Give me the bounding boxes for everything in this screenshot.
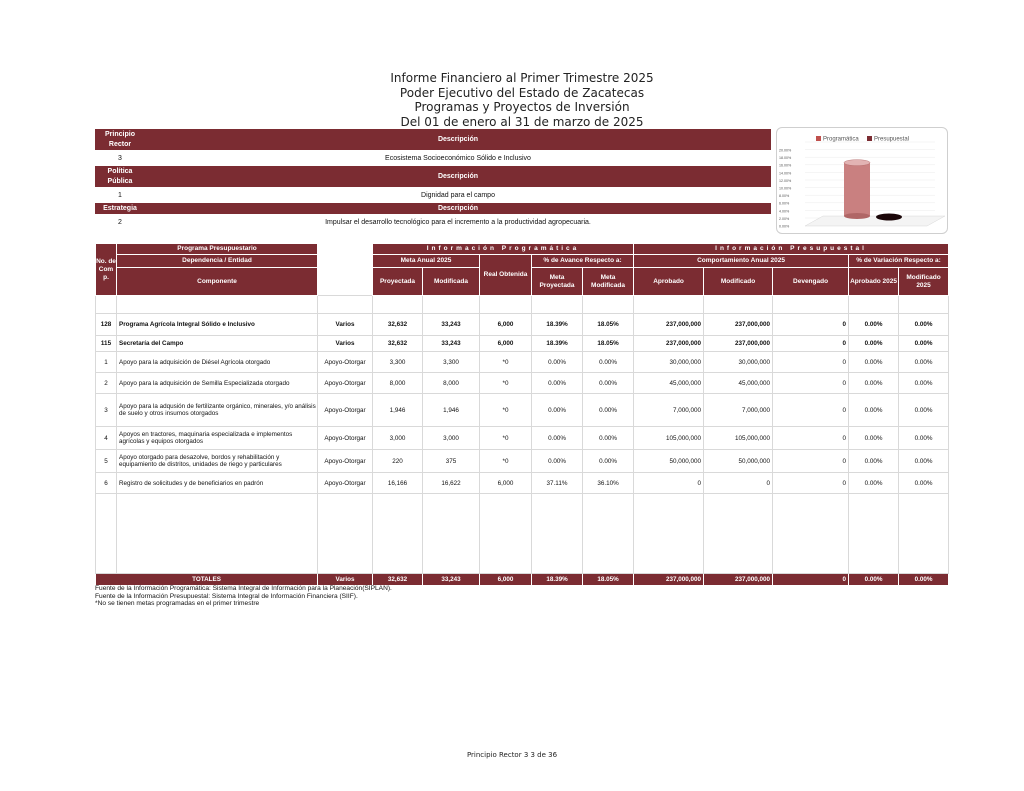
row-meta-mod: 18.05% [583, 336, 634, 352]
row-real: *0 [480, 450, 532, 473]
estrategia-label: Estrategia [95, 203, 145, 214]
row-meta-proy: 0.00% [532, 450, 583, 473]
row-no: 4 [96, 427, 117, 450]
table-row [96, 373, 949, 394]
col-avance: % de Avance Respecto a: [532, 255, 634, 268]
principio-label: Principio Rector [95, 129, 145, 150]
col-meta-proyectada: Meta Proyectada [532, 268, 583, 296]
politica-desc: Dignidad para el campo [421, 191, 495, 199]
estrategia-desc: Impulsar el desarrollo tecnológico para el incremento a la productividad agropecuaria. [325, 218, 591, 226]
row-unidad: Varios [318, 314, 373, 336]
row-component: Programa Agrícola Integral Sólido e Inclusivo [117, 314, 318, 336]
row-unidad: Apoyo-Otorgar [318, 473, 373, 494]
principio-desc: Ecosistema Socioeconómico Sólido e Inclusivo [385, 154, 531, 162]
row-var-aprobado: 0.00% [849, 314, 899, 336]
totals-unidad: Varios [318, 574, 373, 586]
row-modificada: 8,000 [423, 373, 480, 394]
totals-aprobado: 237,000,000 [634, 574, 704, 586]
row-modificada: 375 [423, 450, 480, 473]
classification-block [95, 129, 771, 230]
totals-row [96, 574, 949, 586]
row-component: Apoyo otorgado para desazolve, bordos y rehabilitación y equipamiento de distritos, unidades de riego y particulares [117, 450, 318, 473]
row-meta-mod: 0.00% [583, 427, 634, 450]
col-aprobado: Aprobado [634, 268, 704, 296]
table-row [96, 450, 949, 473]
chart-floor [805, 216, 945, 226]
row-devengado: 0 [773, 394, 849, 427]
table-body [96, 296, 949, 574]
row-real: 6,000 [480, 473, 532, 494]
row-proyectada: 32,632 [373, 336, 423, 352]
bar-programatica-base [844, 213, 870, 219]
title-line-4: Del 01 de enero al 31 de marzo de 2025 [400, 114, 644, 129]
program-table [95, 243, 949, 586]
row-aprobado: 30,000,000 [634, 352, 704, 373]
y-tick-label: 2.00% [779, 216, 790, 221]
row-aprobado: 105,000,000 [634, 427, 704, 450]
note-presupuestal: Fuente de la Información Presupuestal: Sistema Integral de Información Financiera (SIIF). [95, 592, 358, 600]
row-no: 3 [96, 394, 117, 427]
col-aprobado-2025: Aprobado 2025 [849, 268, 899, 296]
totals-meta-proy: 18.39% [532, 574, 583, 586]
y-tick-label: 10.00% [779, 186, 792, 191]
col-devengado: Devengado [773, 268, 849, 296]
y-tick-label: 20.00% [779, 148, 792, 153]
row-unidad: Varios [318, 336, 373, 352]
row-modificado: 45,000,000 [704, 373, 773, 394]
legend-swatch-presupuestal [867, 136, 872, 141]
row-no: 115 [96, 336, 117, 352]
row-modificada: 3,300 [423, 352, 480, 373]
row-unidad: Apoyo-Otorgar [318, 352, 373, 373]
row-modificado: 237,000,000 [704, 336, 773, 352]
col-proyectada: Proyectada [373, 268, 423, 296]
row-component: Registro de solicitudes y de beneficiarios en padrón [117, 473, 318, 494]
estrategia-desc-label: Descripción [145, 203, 771, 214]
y-tick-label: 6.00% [779, 201, 790, 206]
row-meta-mod: 0.00% [583, 450, 634, 473]
row-modificado: 30,000,000 [704, 352, 773, 373]
table-row [96, 394, 949, 427]
row-var-modificado: 0.00% [899, 394, 949, 427]
totals-label: TOTALES [96, 574, 318, 586]
col-meta-anual: Meta Anual 2025 [373, 255, 480, 268]
col-no: No. de Com p. [96, 244, 117, 296]
row-proyectada: 3,000 [373, 427, 423, 450]
row-devengado: 0 [773, 352, 849, 373]
row-meta-mod: 36.10% [583, 473, 634, 494]
row-real: 6,000 [480, 336, 532, 352]
y-tick-label: 16.00% [779, 163, 792, 168]
row-aprobado: 7,000,000 [634, 394, 704, 427]
politica-desc-label: Descripción [145, 166, 771, 187]
row-modificado: 105,000,000 [704, 427, 773, 450]
row-proyectada: 32,632 [373, 314, 423, 336]
col-real: Real Obtenida [480, 255, 532, 296]
y-tick-label: 8.00% [779, 194, 790, 199]
table-row [96, 314, 949, 336]
row-component: Apoyo para la adquisición de Diésel Agrícola otorgado [117, 352, 318, 373]
row-unidad: Apoyo-Otorgar [318, 427, 373, 450]
row-real: *0 [480, 352, 532, 373]
row-meta-proy: 18.39% [532, 314, 583, 336]
row-var-modificado: 0.00% [899, 352, 949, 373]
principio-num: 3 [118, 154, 122, 162]
totals-devengado: 0 [773, 574, 849, 586]
row-no: 1 [96, 352, 117, 373]
page-footer: Principio Rector 3 3 de 36 [466, 751, 558, 759]
col-variacion: % de Variación Respecto a: [849, 255, 949, 268]
chart-svg [777, 128, 947, 233]
row-proyectada: 220 [373, 450, 423, 473]
row-devengado: 0 [773, 336, 849, 352]
row-aprobado: 45,000,000 [634, 373, 704, 394]
title-line-2: Poder Ejecutivo del Estado de Zacatecas [399, 85, 645, 100]
row-meta-mod: 0.00% [583, 352, 634, 373]
row-unidad: Apoyo-Otorgar [318, 450, 373, 473]
row-meta-mod: 18.05% [583, 314, 634, 336]
row-modificada: 33,243 [423, 336, 480, 352]
legend-presupuestal: Presupuestal [874, 136, 910, 143]
row-var-aprobado: 0.00% [849, 373, 899, 394]
row-no: 5 [96, 450, 117, 473]
row-devengado: 0 [773, 450, 849, 473]
row-modificado: 0 [704, 473, 773, 494]
totals-proyectada: 32,632 [373, 574, 423, 586]
row-no: 2 [96, 373, 117, 394]
row-no: 128 [96, 314, 117, 336]
y-tick-label: 4.00% [779, 209, 790, 214]
col-dependencia: Dependencia / Entidad [117, 255, 318, 268]
principio-desc-label: Descripción [145, 129, 771, 150]
row-real: *0 [480, 373, 532, 394]
col-info-programatica: Información Programática [373, 244, 634, 255]
politica-num: 1 [118, 191, 122, 199]
chart-bars [844, 160, 902, 221]
politica-label: Política Pública [95, 166, 145, 187]
row-var-aprobado: 0.00% [849, 336, 899, 352]
row-proyectada: 3,300 [373, 352, 423, 373]
row-meta-mod: 0.00% [583, 394, 634, 427]
row-var-modificado: 0.00% [899, 314, 949, 336]
row-proyectada: 1,946 [373, 394, 423, 427]
row-var-aprobado: 0.00% [849, 450, 899, 473]
table-row [96, 352, 949, 373]
row-var-modificado: 0.00% [899, 450, 949, 473]
row-modificado: 237,000,000 [704, 314, 773, 336]
col-meta-modificada: Meta Modificada [583, 268, 634, 296]
row-var-aprobado: 0.00% [849, 394, 899, 427]
row-meta-proy: 0.00% [532, 352, 583, 373]
row-var-modificado: 0.00% [899, 427, 949, 450]
row-modificado: 50,000,000 [704, 450, 773, 473]
row-meta-proy: 0.00% [532, 394, 583, 427]
col-componente: Componente [117, 268, 318, 296]
row-aprobado: 50,000,000 [634, 450, 704, 473]
note-programatica: Fuente de la Información Programática: Sistema Integral de Información para la Planeación(SIPLAN). [95, 585, 392, 592]
totals-modificada: 33,243 [423, 574, 480, 586]
row-var-modificado: 0.00% [899, 373, 949, 394]
row-modificada: 16,622 [423, 473, 480, 494]
row-proyectada: 16,166 [373, 473, 423, 494]
row-component: Secretaría del Campo [117, 336, 318, 352]
row-modificada: 1,946 [423, 394, 480, 427]
row-component: Apoyo para la adqusión de fertilizante orgánico, minerales, y/o análisis de suelo y otros insumos otorgados [117, 394, 318, 427]
row-unidad: Apoyo-Otorgar [318, 373, 373, 394]
row-devengado: 0 [773, 427, 849, 450]
bar-programatica-top [844, 160, 870, 166]
col-comportamiento: Comportamiento Anual 2025 [634, 255, 849, 268]
bar-presupuestal [876, 214, 902, 221]
row-meta-mod: 0.00% [583, 373, 634, 394]
row-devengado: 0 [773, 373, 849, 394]
row-component: Apoyos en tractores, maquinaria especializada e implementos agrícolas y equipos otorgados [117, 427, 318, 450]
totals-var-modificado: 0.00% [899, 574, 949, 586]
row-var-modificado: 0.00% [899, 336, 949, 352]
row-meta-proy: 18.39% [532, 336, 583, 352]
row-modificada: 3,000 [423, 427, 480, 450]
row-var-modificado: 0.00% [899, 473, 949, 494]
note-metas: *No se tienen metas programadas en el primer trimestre [95, 600, 260, 608]
row-unidad: Apoyo-Otorgar [318, 394, 373, 427]
col-modificado-2025: Modificado 2025 [899, 268, 949, 296]
totals-var-aprobado: 0.00% [849, 574, 899, 586]
totals-modificado: 237,000,000 [704, 574, 773, 586]
title-line-1: Informe Financiero al Primer Trimestre 2025 [390, 71, 654, 85]
row-aprobado: 237,000,000 [634, 336, 704, 352]
col-modificada: Modificada [423, 268, 480, 296]
legend-programatica: Programática [823, 136, 859, 143]
table-row [96, 427, 949, 450]
row-aprobado: 0 [634, 473, 704, 494]
table-row [96, 473, 949, 494]
row-component: Apoyo para la adquisición de Semilla Especializada otorgado [117, 373, 318, 394]
y-tick-label: 0.00% [779, 224, 790, 229]
row-devengado: 0 [773, 314, 849, 336]
row-real: 6,000 [480, 314, 532, 336]
table-row [96, 336, 949, 352]
y-tick-label: 12.00% [779, 178, 792, 183]
row-meta-proy: 0.00% [532, 427, 583, 450]
row-devengado: 0 [773, 473, 849, 494]
title-line-3: Programas y Proyectos de Inversión [414, 100, 630, 114]
totals-meta-mod: 18.05% [583, 574, 634, 586]
row-modificada: 33,243 [423, 314, 480, 336]
col-modificado: Modificado [704, 268, 773, 296]
estrategia-num: 2 [118, 218, 122, 226]
report-title [0, 71, 1024, 129]
row-aprobado: 237,000,000 [634, 314, 704, 336]
col-programa: Programa Presupuestario [117, 244, 318, 255]
totals-real: 6,000 [480, 574, 532, 586]
row-real: *0 [480, 394, 532, 427]
source-notes [95, 585, 392, 608]
row-real: *0 [480, 427, 532, 450]
row-proyectada: 8,000 [373, 373, 423, 394]
y-tick-label: 18.00% [779, 156, 792, 161]
row-meta-proy: 0.00% [532, 373, 583, 394]
progress-chart [776, 127, 948, 234]
bar-programatica [844, 163, 870, 216]
row-var-aprobado: 0.00% [849, 352, 899, 373]
row-var-aprobado: 0.00% [849, 427, 899, 450]
row-meta-proy: 37.11% [532, 473, 583, 494]
row-no: 6 [96, 473, 117, 494]
y-tick-label: 14.00% [779, 171, 792, 176]
col-info-presupuestal: Información Presupuestal [634, 244, 949, 255]
row-modificado: 7,000,000 [704, 394, 773, 427]
row-var-aprobado: 0.00% [849, 473, 899, 494]
chart-legend [816, 136, 909, 143]
legend-swatch-programatica [816, 136, 821, 141]
